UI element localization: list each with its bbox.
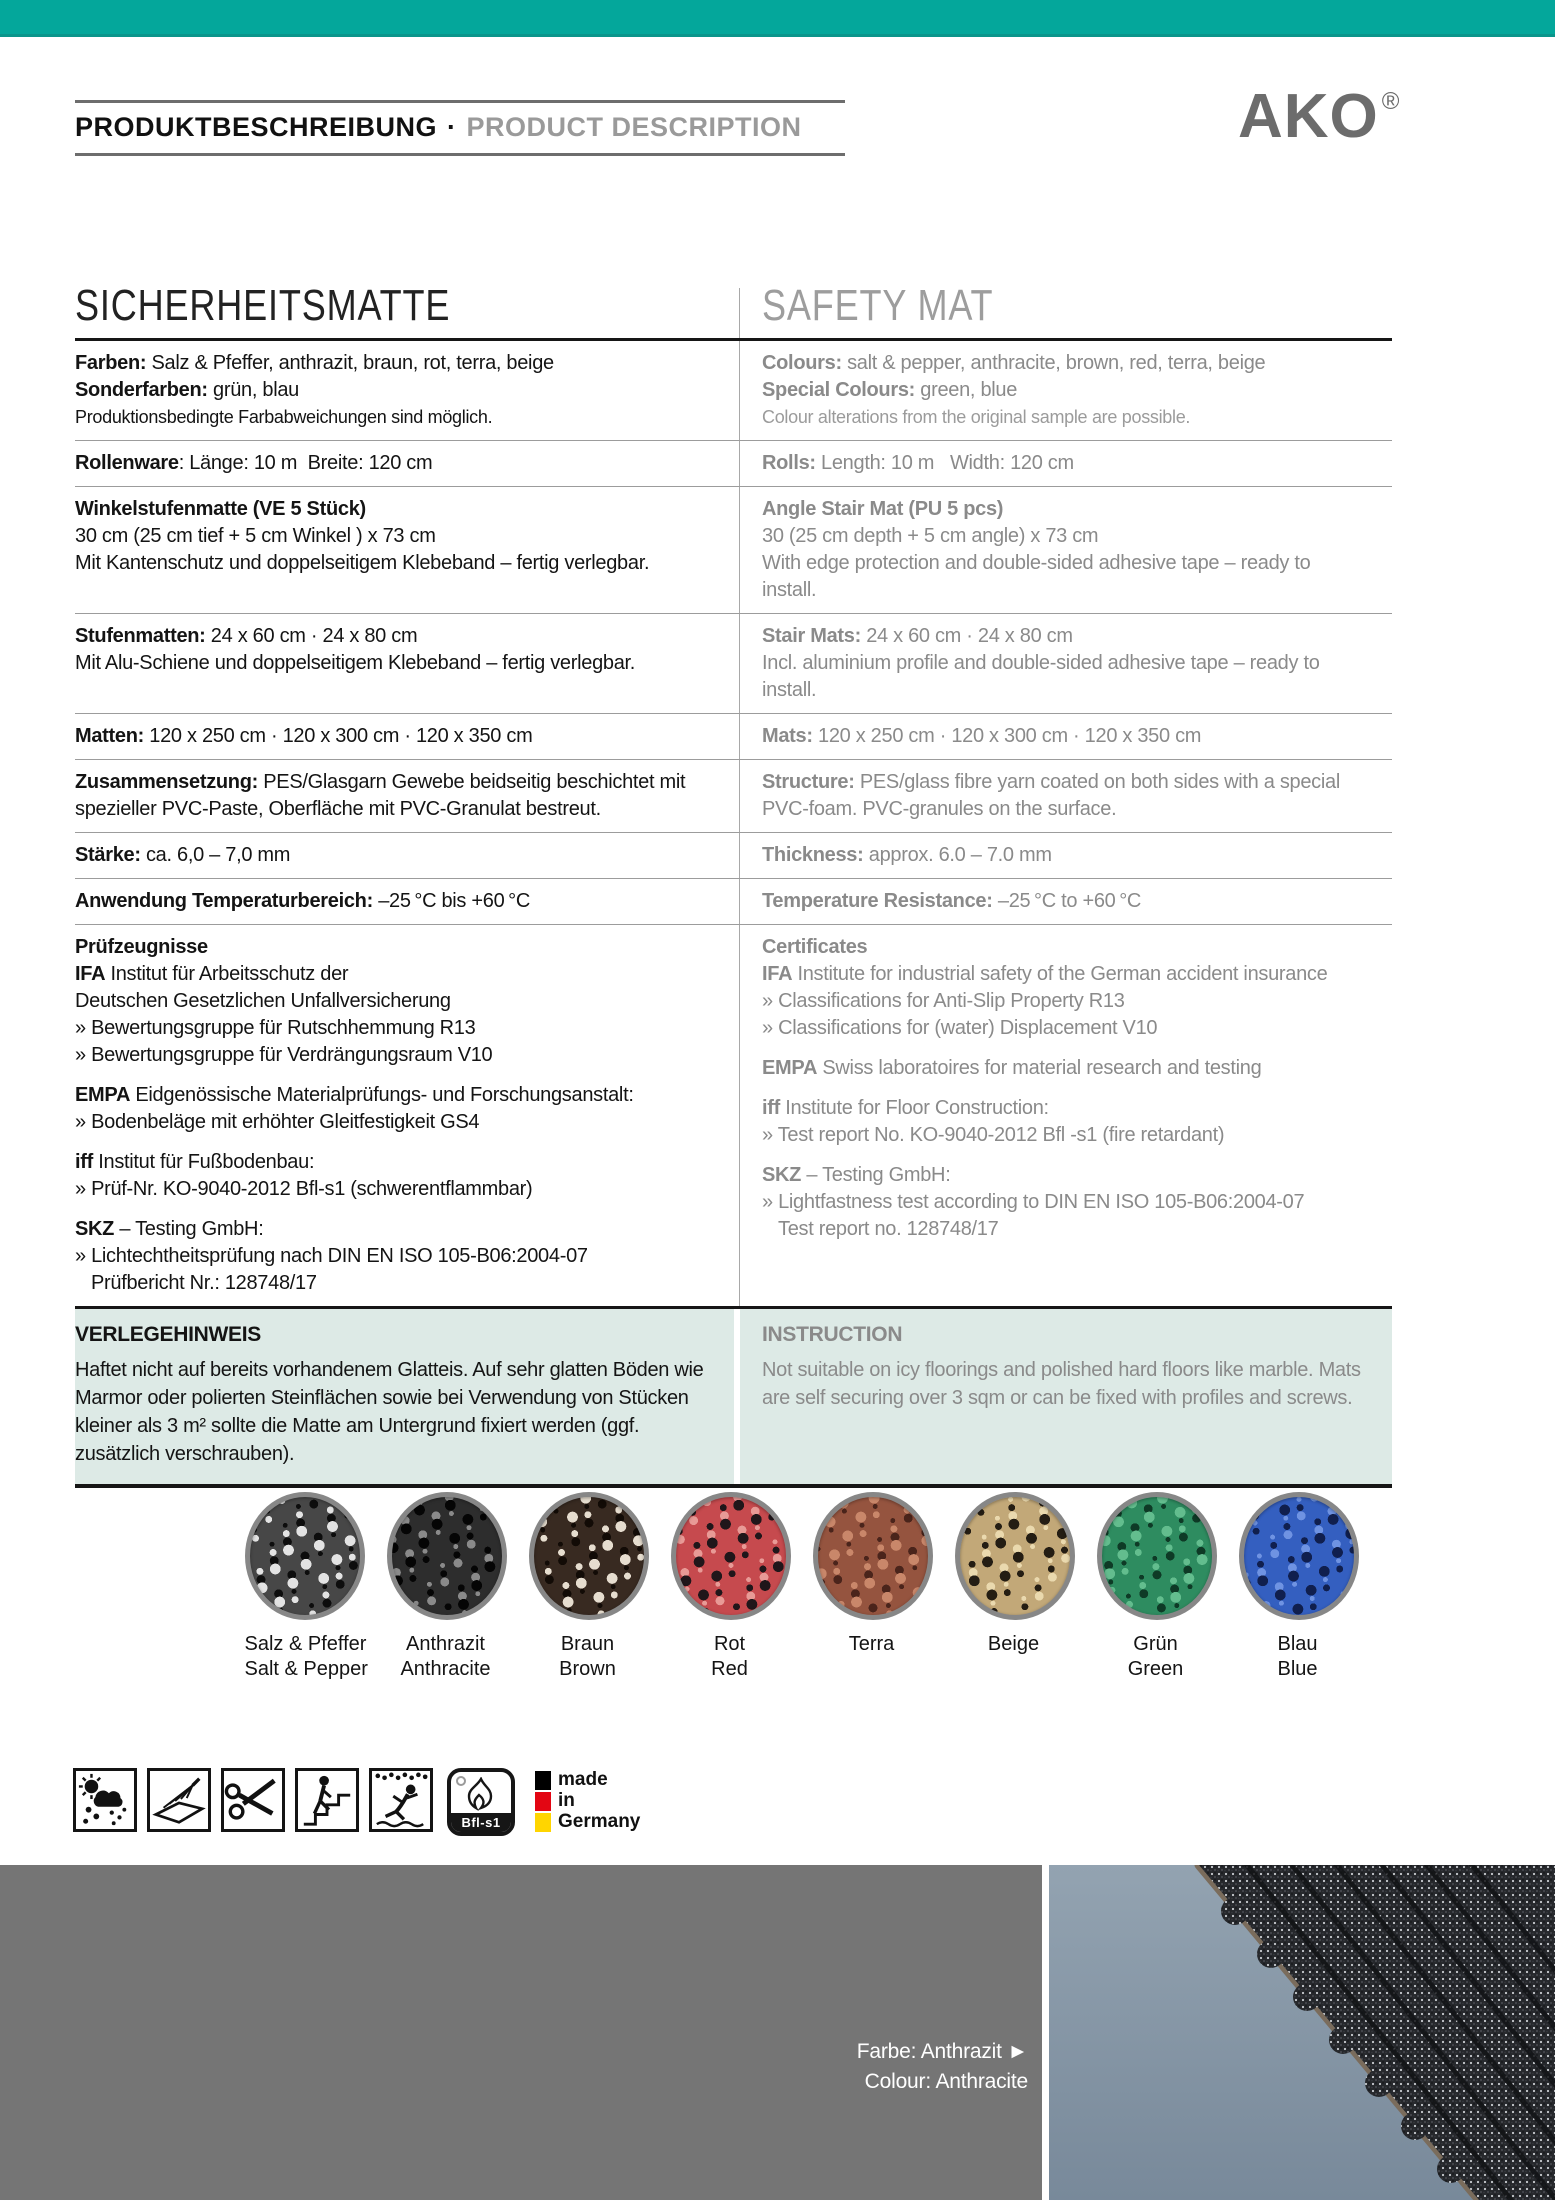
spec-title-cell-de (75, 281, 740, 338)
stair-use-icon (295, 1768, 359, 1832)
spec-line: Anwendung Temperaturbereich: –25 °C bis +60 °C (75, 890, 530, 912)
fire-rating-badge (447, 1768, 515, 1836)
spec-line: Matten: 120 x 250 cm · 120 x 300 cm · 120 x 350 cm (75, 725, 533, 747)
instruction-title-en: INSTRUCTION (762, 1323, 903, 1346)
mig-word: Germany (558, 1811, 641, 1832)
line-gap (75, 1203, 715, 1216)
swatch-labels (1097, 1632, 1215, 1682)
colour-swatches (0, 1492, 1555, 1682)
swatch-circle (245, 1492, 365, 1620)
spec-row-rolls (75, 441, 1392, 487)
spec-row-temperature (75, 879, 1392, 925)
spec-line: Test report no. 128748/17 (778, 1218, 999, 1240)
swatch-rot (671, 1492, 789, 1682)
swatch-labels (387, 1632, 505, 1682)
spec-line: Special Colours: green, blue (762, 379, 1018, 401)
spec-line: Rollenware: Länge: 10 m Breite: 120 cm (75, 452, 433, 474)
swatch-label-de: Grün (1133, 1633, 1178, 1655)
photo-caption (857, 2037, 1028, 2097)
spec-cell-rolls-de (75, 441, 740, 486)
spec-row-stair-mats (75, 614, 1392, 714)
header-rule-bottom (75, 153, 845, 156)
spec-line: IFA Institute for industrial safety of the German accident insurance (762, 963, 1328, 985)
swatch-circle (955, 1492, 1075, 1620)
spec-cell-thickness-en (740, 833, 1392, 878)
spec-line: » Classifications for Anti-Slip Property R13 (762, 990, 1125, 1012)
page-header (75, 100, 845, 156)
spec-line: » Prüf-Nr. KO-9040-2012 Bfl-s1 (schwerentflammbar) (75, 1178, 533, 1200)
swatch-label-de: Beige (987, 1633, 1040, 1655)
spec-cell-structure-en (740, 760, 1392, 832)
spec-line: Zusammensetzung: PES/Glasgarn Gewebe beidseitig beschichtet mit spezieller PVC-Paste, Oberfläche mit PVC-Granulat bestreut. (75, 771, 686, 820)
swatch-label-de: Braun (560, 1633, 615, 1655)
swatch-label-en: Green (1127, 1658, 1184, 1680)
spec-line: iff Institute for Floor Construction: (762, 1097, 1049, 1119)
spec-line: 30 cm (25 cm tief + 5 cm Winkel ) x 73 cm (75, 525, 436, 547)
swatch-braun (529, 1492, 647, 1682)
registered-mark: ® (1381, 88, 1401, 115)
spec-line: Mit Kantenschutz und doppelseitigem Klebeband – fertig verlegbar. (75, 552, 650, 574)
swatch-label-en: Anthracite (400, 1658, 491, 1680)
swatch-circle (813, 1492, 933, 1620)
spec-line: » Bodenbeläge mit erhöhter Gleitfestigkeit GS4 (75, 1111, 480, 1133)
swatch-grün (1097, 1492, 1215, 1682)
spec-line: 30 (25 cm depth + 5 cm angle) x 73 cm (762, 525, 1099, 547)
spec-cell-certificates-en (740, 925, 1392, 1306)
flag-bar (535, 1792, 551, 1811)
swatch-labels (244, 1632, 368, 1682)
swatch-circle (529, 1492, 649, 1620)
spec-line: Rolls: Length: 10 m Width: 120 cm (762, 452, 1074, 474)
swatch-label-de: Rot (713, 1633, 746, 1655)
spec-line: Incl. aluminium profile and double-sided adhesive tape – ready to install. (762, 652, 1320, 701)
swatch-label-en: Red (711, 1658, 748, 1680)
line-gap (75, 1069, 715, 1082)
spec-line: Winkelstufenmatte (VE 5 Stück) (75, 498, 366, 520)
spec-row-colours (75, 341, 1392, 441)
spec-line: Thickness: approx. 6.0 – 7.0 mm (762, 844, 1052, 866)
line-gap (762, 1042, 1368, 1055)
swatch-label-en: Blue (1277, 1658, 1318, 1680)
spec-cell-stair-mats-en (740, 614, 1392, 713)
anti-slip-icon (369, 1768, 433, 1832)
mig-word: in (558, 1790, 575, 1811)
swatch-label-de: Anthrazit (406, 1633, 485, 1655)
swatch-circle (1097, 1492, 1217, 1620)
swatch-labels (529, 1632, 647, 1682)
spec-line: SKZ – Testing GmbH: (75, 1218, 264, 1240)
spec-title-row (75, 281, 1392, 341)
instruction-title-de: VERLEGEHINWEIS (75, 1323, 261, 1346)
all-weather-icon (73, 1768, 137, 1832)
spec-row-angle-stair-mat (75, 487, 1392, 614)
spec-row-thickness (75, 833, 1392, 879)
photo-caption-de: Farbe: Anthrazit ► (856, 2040, 1028, 2063)
photo-caption-en: Colour: Anthracite (864, 2070, 1028, 2093)
swatch-terra (813, 1492, 931, 1682)
swatch-salz-pfeffer (244, 1492, 368, 1682)
spec-line: Sonderfarben: grün, blau (75, 379, 299, 401)
spec-cell-colours-de (75, 341, 740, 440)
spec-title-cell-en (740, 281, 1392, 338)
mig-row (535, 1770, 640, 1790)
spec-line: Structure: PES/glass fibre yarn coated on both sides with a special PVC-foam. PVC-granules on the surface. (762, 771, 1340, 820)
flame-icon (464, 1777, 498, 1813)
spec-cell-mats-en (740, 714, 1392, 759)
flag-bar (535, 1771, 551, 1790)
instruction-body-de: Haftet nicht auf bereits vorhandenem Glatteis. Auf sehr glatten Böden wie Marmor oder polierten Steinflächen sowie bei Verwendung von Stücken kleiner als 3 m² sollte die Matte am Untergrund fixiert werden (ggf. zusätzlich verschrauben). (75, 1359, 704, 1465)
swatch-labels (813, 1632, 931, 1657)
title-separator: · (447, 112, 457, 142)
made-in-germany-badge (535, 1768, 640, 1833)
spec-cell-stair-mats-de (75, 614, 740, 713)
spec-line: Colour alterations from the original sample are possible. (762, 407, 1191, 427)
spec-cell-rolls-en (740, 441, 1392, 486)
spec-cell-colours-en (740, 341, 1392, 440)
spec-cell-certificates-de (75, 925, 740, 1306)
swatch-circle (387, 1492, 507, 1620)
spec-table (75, 281, 1392, 1488)
spec-line: iff Institut für Fußbodenbau: (75, 1151, 315, 1173)
line-gap (75, 1136, 715, 1149)
spec-cell-temperature-de (75, 879, 740, 924)
swatch-circle (1239, 1492, 1359, 1620)
spec-rows (75, 341, 1392, 1306)
spec-line: » Bewertungsgruppe für Verdrängungsraum V10 (75, 1044, 493, 1066)
swatch-circle (671, 1492, 791, 1620)
spec-line: Temperature Resistance: –25 °C to +60 °C (762, 890, 1142, 912)
spec-line: SKZ – Testing GmbH: (762, 1164, 951, 1186)
footer-band (0, 1865, 1042, 2200)
page-title (75, 103, 845, 153)
mig-row (535, 1812, 640, 1832)
spec-line: EMPA Eidgenössische Materialprüfungs- und Forschungsanstalt: (75, 1084, 634, 1106)
spec-cell-thickness-de (75, 833, 740, 878)
swatch-labels (955, 1632, 1073, 1657)
spec-line: Stufenmatten: 24 x 60 cm · 24 x 80 cm (75, 625, 418, 647)
instruction-cell-en (740, 1309, 1392, 1484)
swatch-anthrazit (387, 1492, 505, 1682)
spec-cell-mats-de (75, 714, 740, 759)
washable-icon (147, 1768, 211, 1832)
swatch-label-de: Terra (848, 1633, 895, 1655)
spec-row-certificates (75, 925, 1392, 1306)
spec-row-mats (75, 714, 1392, 760)
spec-line: Mats: 120 x 250 cm · 120 x 300 cm · 120 x 350 cm (762, 725, 1202, 747)
page-title-de: PRODUKTBESCHREIBUNG (75, 112, 438, 142)
product-title-en: SAFETY MAT (762, 281, 994, 330)
ako-logo (1238, 82, 1401, 151)
line-gap (762, 1149, 1368, 1162)
spec-line: » Bewertungsgruppe für Rutschhemmung R13 (75, 1017, 476, 1039)
swatch-label-en: Brown (559, 1658, 616, 1680)
swatch-labels (1239, 1632, 1357, 1682)
instruction-body-en: Not suitable on icy floorings and polished hard floors like marble. Mats are self securing over 3 sqm or can be fixed with profiles and screws. (762, 1359, 1361, 1409)
spec-line: Prüfzeugnisse (75, 936, 208, 958)
swatch-blau (1239, 1492, 1357, 1682)
spec-line: Prüfbericht Nr.: 128748/17 (91, 1272, 317, 1294)
spec-cell-angle-stair-mat-de (75, 487, 740, 613)
spec-line: IFA Institut für Arbeitsschutz der (75, 963, 349, 985)
spec-line: Mit Alu-Schiene und doppelseitigem Klebeband – fertig verlegbar. (75, 652, 636, 674)
spec-line: Stärke: ca. 6,0 – 7,0 mm (75, 844, 291, 866)
mig-row (535, 1791, 640, 1811)
swatch-label-en: Salt & Pepper (244, 1658, 368, 1680)
spec-cell-angle-stair-mat-en (740, 487, 1392, 613)
product-photo (1049, 1865, 1555, 2200)
flag-bar (535, 1813, 551, 1832)
spec-line: » Lichtechtheitsprüfung nach DIN EN ISO 105-B06:2004-07 (75, 1245, 588, 1267)
spec-row-structure (75, 760, 1392, 833)
spec-line: Stair Mats: 24 x 60 cm · 24 x 80 cm (762, 625, 1073, 647)
spec-line: EMPA Swiss laboratoires for material research and testing (762, 1057, 1262, 1079)
page-title-en: PRODUCT DESCRIPTION (466, 112, 802, 142)
product-title-de: SICHERHEITSMATTE (75, 281, 451, 330)
swatch-beige (955, 1492, 1073, 1682)
spec-line: » Lightfastness test according to DIN EN ISO 105-B06:2004-07 (762, 1191, 1305, 1213)
spec-line: Certificates (762, 936, 868, 958)
swatch-label-de: Blau (1277, 1633, 1318, 1655)
feature-icons (73, 1768, 640, 1836)
mig-word: made (558, 1769, 608, 1790)
fire-rating-label: Bfl-s1 (451, 1813, 511, 1832)
spec-line: Produktionsbedingte Farbabweichungen sind möglich. (75, 407, 493, 427)
spec-line: » Test report No. KO-9040-2012 Bfl -s1 (fire retardant) (762, 1124, 1225, 1146)
spec-line: Angle Stair Mat (PU 5 pcs) (762, 498, 1004, 520)
swatch-label-de: Salz & Pfeffer (244, 1633, 367, 1655)
brand-text: AKO (1238, 82, 1379, 151)
spec-cell-temperature-en (740, 879, 1392, 924)
spec-line: With edge protection and double-sided adhesive tape – ready to install. (762, 552, 1311, 601)
line-gap (762, 1082, 1368, 1095)
instruction-cell-de (75, 1309, 740, 1484)
cuttable-icon (221, 1768, 285, 1832)
spec-line: Deutschen Gesetzlichen Unfallversicherung (75, 990, 451, 1012)
swatch-labels (671, 1632, 789, 1682)
spec-cell-structure-de (75, 760, 740, 832)
spec-line: Farben: Salz & Pfeffer, anthrazit, braun, rot, terra, beige (75, 352, 554, 374)
spec-line: » Classifications for (water) Displacement V10 (762, 1017, 1158, 1039)
spec-line: Colours: salt & pepper, anthracite, brown, red, terra, beige (762, 352, 1266, 374)
top-accent-bar (0, 0, 1555, 37)
instruction-box (75, 1306, 1392, 1488)
